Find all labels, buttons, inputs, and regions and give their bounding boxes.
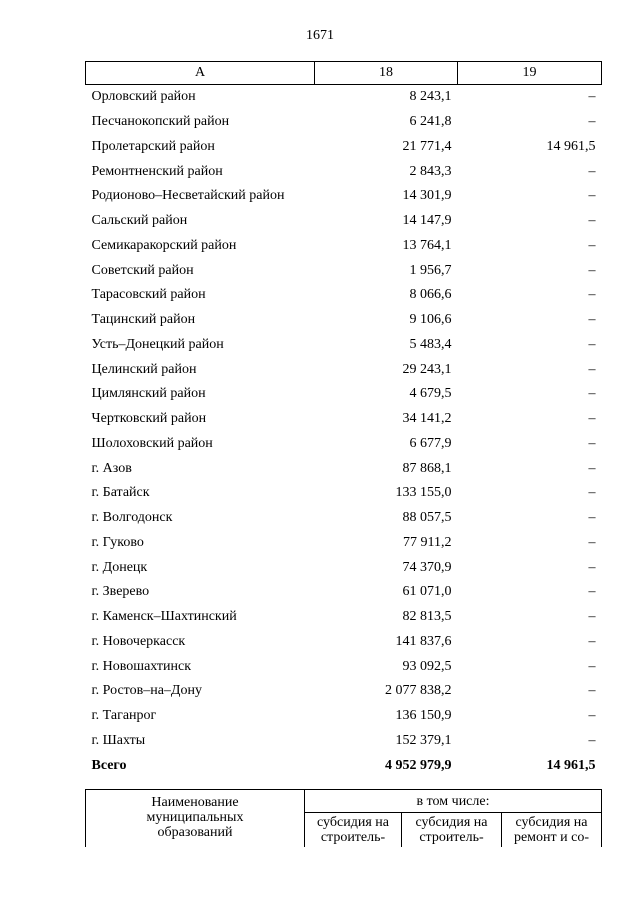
column-header-a: А <box>86 62 315 85</box>
total-row <box>86 753 602 778</box>
table-row <box>86 555 602 580</box>
value-col18: 74 370,9 <box>402 559 452 575</box>
value-col18: 77 911,2 <box>403 534 452 550</box>
value-col19: – <box>588 609 596 625</box>
municipality-name: Сальский район <box>91 213 188 229</box>
value-col19: – <box>588 386 596 402</box>
table-row <box>86 580 602 605</box>
table-row <box>86 209 602 234</box>
value-col18: 88 057,5 <box>402 510 452 526</box>
value-col19: – <box>588 534 596 550</box>
subsidy-header-line: субсидия на <box>317 815 389 830</box>
table-row <box>86 654 602 679</box>
municipality-name: Усть–Донецкий район <box>91 336 224 352</box>
value-col18: 4 679,5 <box>409 386 452 402</box>
municipality-name: г. Новошахтинск <box>91 658 192 674</box>
value-col19: 14 961,5 <box>546 138 596 154</box>
municipality-name: г. Гуково <box>91 534 144 550</box>
table-row <box>86 159 602 184</box>
municipality-name: Чертковский район <box>91 411 207 427</box>
municipality-name: Тарасовский район <box>91 287 206 303</box>
table-row <box>86 531 602 556</box>
value-col18: 21 771,4 <box>402 138 452 154</box>
municipality-name: г. Ростов–на–Дону <box>91 683 202 699</box>
table-header-row <box>86 62 602 85</box>
table-row <box>86 506 602 531</box>
table-row <box>86 382 602 407</box>
value-col19: – <box>588 584 596 600</box>
column-header-19: 19 <box>458 62 602 85</box>
value-col19: – <box>588 213 596 229</box>
municipality-name: г. Шахты <box>91 732 146 748</box>
subsidy-header-line: строитель- <box>419 830 484 845</box>
value-col19: – <box>588 683 596 699</box>
value-col19: – <box>588 411 596 427</box>
name-header-line: Наименование <box>151 795 239 810</box>
table-row <box>86 333 602 358</box>
value-col18: 136 150,9 <box>395 708 452 724</box>
subsidy-header-2 <box>402 813 502 848</box>
municipality-name: г. Донецк <box>91 559 148 575</box>
municipality-name: Целинский район <box>91 361 197 377</box>
table-row <box>86 308 602 333</box>
value-col18: 87 868,1 <box>402 460 452 476</box>
table-row <box>86 605 602 630</box>
table-row <box>86 704 602 729</box>
table-row <box>86 258 602 283</box>
municipality-name: г. Таганрог <box>91 708 157 724</box>
value-col18: 6 241,8 <box>409 114 452 130</box>
municipality-name: Родионово–Несветайский район <box>91 188 285 204</box>
table-row <box>86 729 602 754</box>
municipality-name: Песчанокопский район <box>91 114 230 130</box>
value-col18: 152 379,1 <box>395 732 452 748</box>
municipality-name: Орловский район <box>91 89 196 105</box>
column-header-18: 18 <box>315 62 458 85</box>
municipality-name-header <box>86 790 305 848</box>
table-row <box>86 456 602 481</box>
value-col18: 13 764,1 <box>402 237 452 253</box>
next-table-header <box>85 789 602 847</box>
subsidy-table <box>85 61 602 778</box>
table-row <box>86 630 602 655</box>
table-row <box>86 679 602 704</box>
table-row <box>86 407 602 432</box>
value-col19: – <box>588 89 596 105</box>
value-col18: 6 677,9 <box>409 435 452 451</box>
subsidy-header-1 <box>305 813 402 848</box>
value-col19: – <box>588 163 596 179</box>
value-col19: – <box>588 658 596 674</box>
municipality-name: Тацинский район <box>91 312 196 328</box>
value-col19: – <box>588 361 596 377</box>
municipality-name: Цимлянский район <box>91 386 206 402</box>
table-row <box>86 357 602 382</box>
table-row <box>86 234 602 259</box>
value-col18: 82 813,5 <box>402 609 452 625</box>
value-col19: – <box>588 287 596 303</box>
value-col19: – <box>588 559 596 575</box>
municipality-name: Шолоховский район <box>91 435 213 451</box>
value-col18: 29 243,1 <box>402 361 452 377</box>
page-number: 1671 <box>306 28 334 43</box>
value-col18: 2 843,3 <box>409 163 452 179</box>
subsidy-header-line: субсидия на <box>415 815 488 830</box>
value-col18: 93 092,5 <box>402 658 452 674</box>
value-col19: – <box>588 262 596 278</box>
table-row <box>86 432 602 457</box>
municipality-name: г. Волгодонск <box>91 510 173 526</box>
including-header: в том числе: <box>305 790 602 813</box>
value-col19: – <box>588 460 596 476</box>
subsidy-header-line: строитель- <box>320 830 386 845</box>
value-col19: – <box>588 708 596 724</box>
value-col19: – <box>588 188 596 204</box>
table-row <box>86 85 602 110</box>
value-col18: 5 483,4 <box>409 336 452 352</box>
name-header-line: образований <box>157 825 233 840</box>
value-col18: 8 066,6 <box>409 287 452 303</box>
subsidy-header-line: ремонт и со- <box>513 830 590 845</box>
value-col19: – <box>588 336 596 352</box>
municipality-name: г. Батайск <box>91 485 150 501</box>
table-row <box>86 110 602 135</box>
table-row <box>86 135 602 160</box>
value-col18: 1 956,7 <box>409 262 452 278</box>
value-col18: 9 106,6 <box>409 312 452 328</box>
value-col19: – <box>588 114 596 130</box>
name-header-line: муниципальных <box>146 810 244 825</box>
value-col18: 8 243,1 <box>409 89 452 105</box>
municipality-name: г. Новочеркасск <box>91 633 186 649</box>
subsidy-header-3 <box>502 813 602 848</box>
table-row <box>86 481 602 506</box>
table-row <box>86 184 602 209</box>
value-col18: 34 141,2 <box>402 411 452 427</box>
municipality-name: г. Зверево <box>91 584 150 600</box>
value-col19: – <box>588 732 596 748</box>
value-col18: 141 837,6 <box>395 633 452 649</box>
municipality-name: г. Каменск–Шахтинский <box>91 609 237 625</box>
value-col18: 133 155,0 <box>395 485 452 501</box>
value-col19: – <box>588 510 596 526</box>
value-col18: 14 301,9 <box>402 188 452 204</box>
municipality-name: г. Азов <box>91 460 132 476</box>
value-col18: 2 077 838,2 <box>385 683 452 699</box>
table-row <box>86 283 602 308</box>
total-col19: 14 961,5 <box>546 757 596 773</box>
value-col19: – <box>588 237 596 253</box>
municipality-name: Семикаракорский район <box>91 237 237 253</box>
municipality-name: Ремонтненский район <box>91 163 223 179</box>
value-col19: – <box>588 633 596 649</box>
table-body <box>86 85 602 779</box>
subsidy-header-line: субсидия на <box>515 815 588 830</box>
value-col19: – <box>588 312 596 328</box>
total-label: Всего <box>91 757 127 773</box>
total-col18: 4 952 979,9 <box>385 757 452 773</box>
value-col18: 61 071,0 <box>402 584 452 600</box>
value-col18: 14 147,9 <box>402 213 452 229</box>
value-col19: – <box>588 485 596 501</box>
municipality-name: Советский район <box>91 262 194 278</box>
value-col19: – <box>588 435 596 451</box>
municipality-name: Пролетарский район <box>91 138 215 154</box>
